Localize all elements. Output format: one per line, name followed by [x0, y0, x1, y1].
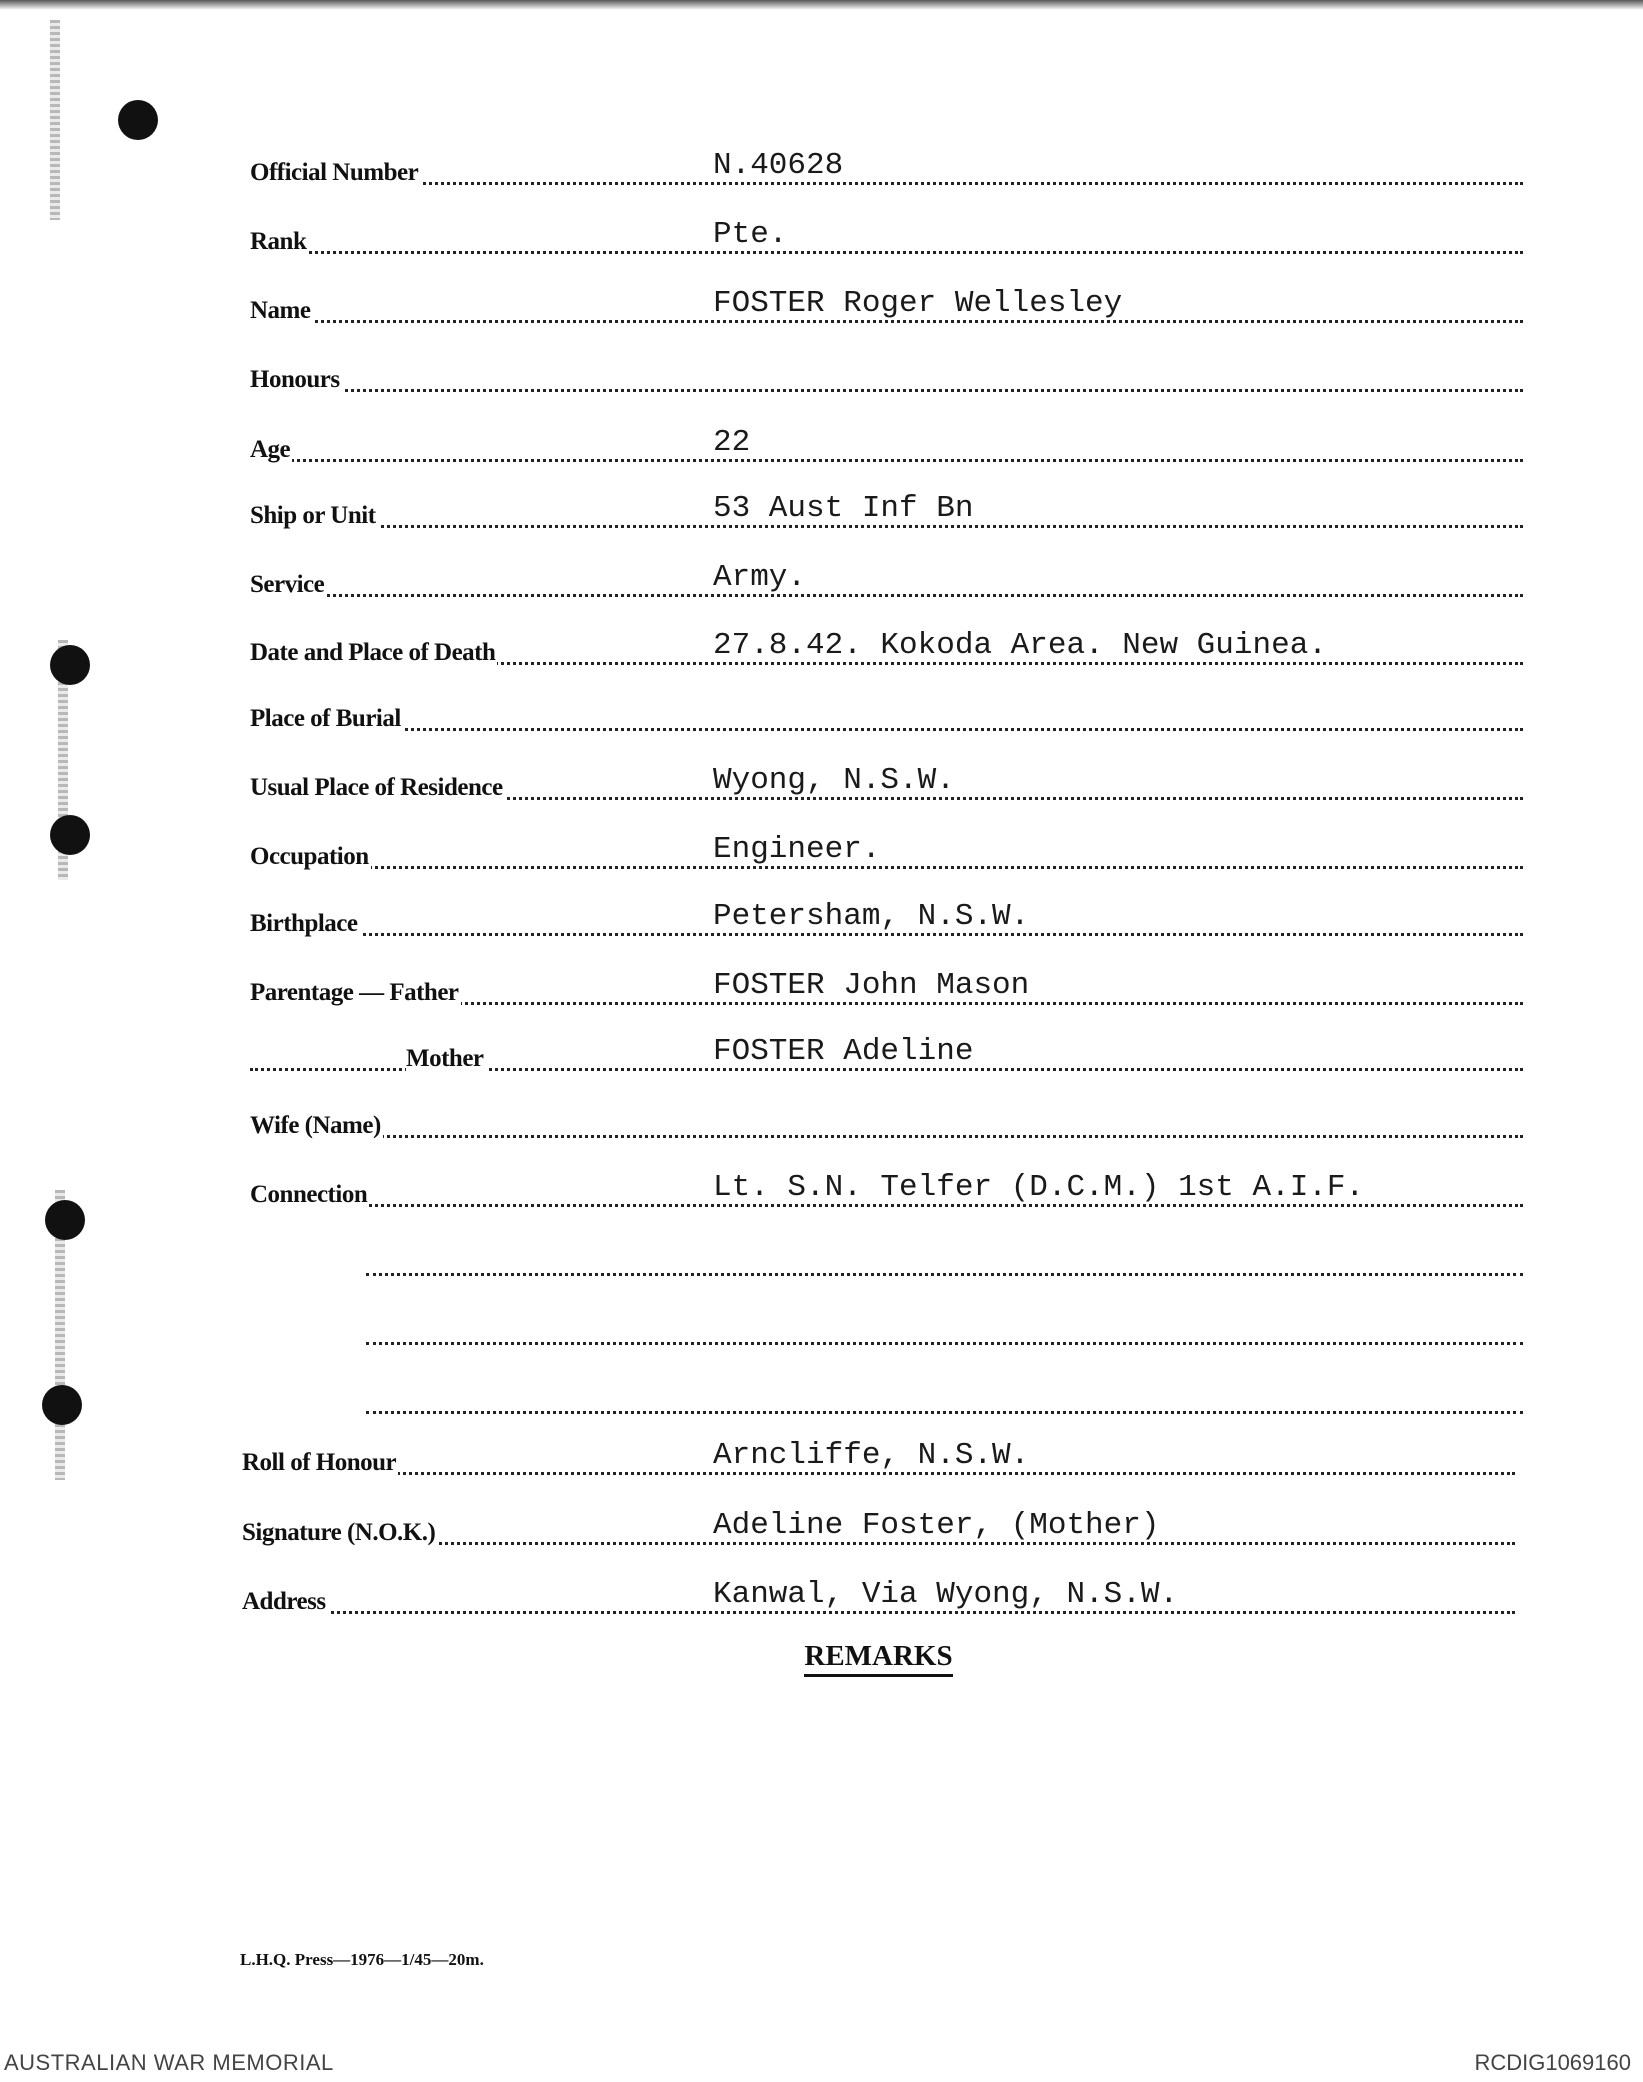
- field-label: Official Number: [250, 159, 419, 186]
- scan-shadow: [0, 0, 1643, 10]
- form-row: [250, 1035, 1523, 1075]
- field-value: Wyong, N.S.W.: [713, 763, 955, 798]
- field-label: Rank: [250, 228, 307, 255]
- dotted-line: [250, 866, 1523, 869]
- form-row: [250, 695, 1523, 735]
- field-value: 27.8.42. Kokoda Area. New Guinea.: [713, 628, 1327, 663]
- field-label: Name: [250, 297, 311, 324]
- punch-hole: [42, 1385, 82, 1425]
- field-value: Adeline Foster, (Mother): [713, 1508, 1160, 1543]
- dotted-line: [250, 251, 1523, 254]
- field-value: 53 Aust Inf Bn: [713, 491, 974, 526]
- field-label: Usual Place of Residence: [250, 774, 503, 801]
- field-label: Mother: [406, 1045, 484, 1072]
- field-label: Address: [242, 1588, 326, 1615]
- field-value: FOSTER Roger Wellesley: [713, 286, 1123, 321]
- dotted-line: [250, 728, 1523, 731]
- field-value: Army.: [713, 560, 807, 595]
- punch-hole: [118, 100, 158, 140]
- field-label: Wife (Name): [250, 1112, 381, 1139]
- form-row: [250, 764, 1523, 804]
- punch-hole: [50, 645, 90, 685]
- scan-artifact: [50, 20, 60, 220]
- dotted-line: [250, 1135, 1523, 1138]
- field-label: Roll of Honour: [242, 1449, 397, 1476]
- field-value: Arncliffe, N.S.W.: [713, 1438, 1030, 1473]
- form-row: [250, 833, 1523, 873]
- field-value: Petersham, N.S.W.: [713, 899, 1030, 934]
- dotted-line: [250, 182, 1523, 185]
- form-row: [242, 1578, 1515, 1618]
- form-row: [250, 492, 1523, 532]
- field-label: Date and Place of Death: [250, 639, 496, 666]
- field-label: Ship or Unit: [250, 502, 376, 529]
- remarks-heading-text: REMARKS: [804, 1640, 952, 1677]
- dotted-line: [366, 1273, 1523, 1276]
- field-value: FOSTER John Mason: [713, 968, 1030, 1003]
- field-value: Pte.: [713, 217, 788, 252]
- form-row: [250, 356, 1523, 396]
- field-label: Parentage — Father: [250, 979, 459, 1006]
- form-row: [250, 1171, 1523, 1211]
- form-row: [250, 287, 1523, 327]
- field-value: Kanwal, Via Wyong, N.S.W.: [713, 1577, 1179, 1612]
- press-line: L.H.Q. Press—1976—1/45—20m.: [240, 1950, 484, 1969]
- form-row: [250, 426, 1523, 466]
- field-value: Engineer.: [713, 832, 881, 867]
- field-label: Connection: [250, 1181, 368, 1208]
- dotted-line: [250, 459, 1523, 462]
- form-row: [250, 149, 1523, 189]
- form-row: [250, 900, 1523, 940]
- field-label: Occupation: [250, 843, 369, 870]
- dotted-line: [366, 1342, 1523, 1345]
- footer-institution: AUSTRALIAN WAR MEMORIAL: [4, 2050, 334, 2075]
- dotted-line: [250, 389, 1523, 392]
- field-label: Signature (N.O.K.): [242, 1519, 436, 1546]
- dotted-line: [366, 1411, 1523, 1414]
- form-row: [250, 629, 1523, 669]
- punch-hole: [45, 1200, 85, 1240]
- dotted-line: [250, 594, 1523, 597]
- field-label: Honours: [250, 366, 340, 393]
- field-value: N.40628: [713, 148, 844, 183]
- form-row: [366, 1240, 1523, 1280]
- form-row: [366, 1378, 1523, 1418]
- form-row: [250, 1102, 1523, 1142]
- field-label: Service: [250, 571, 325, 598]
- field-label: Place of Burial: [250, 705, 401, 732]
- form-row: [250, 218, 1523, 258]
- form-row: [250, 561, 1523, 601]
- field-value: 22: [713, 425, 751, 460]
- form-row: [242, 1509, 1515, 1549]
- remarks-heading: [0, 1640, 1643, 1673]
- footer-id: RCDIG1069160: [1474, 2050, 1631, 2075]
- field-label: Birthplace: [250, 910, 358, 937]
- form-row: [250, 969, 1523, 1009]
- form-row: [242, 1439, 1515, 1479]
- field-label: Age: [250, 436, 291, 463]
- field-value: FOSTER Adeline: [713, 1034, 974, 1069]
- punch-hole: [50, 815, 90, 855]
- form-row: [366, 1309, 1523, 1349]
- field-value: Lt. S.N. Telfer (D.C.M.) 1st A.I.F.: [713, 1170, 1365, 1205]
